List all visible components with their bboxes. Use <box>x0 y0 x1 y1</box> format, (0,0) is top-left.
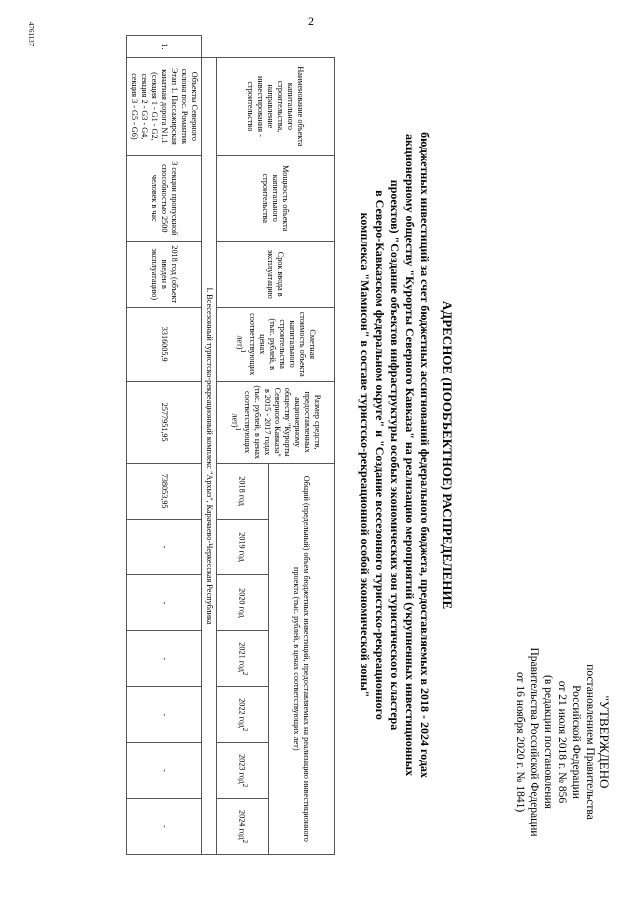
approval-line: от 16 ноября 2020 г. № 1841) <box>514 671 526 813</box>
title-line: в Северо-Кавказском федеральном округе" и "Создание всесезонного туристско-рекреационного <box>373 190 387 720</box>
row-year-2021: - <box>127 631 202 687</box>
row-year-2018: 738053,95 <box>127 463 202 519</box>
header-year <box>217 631 269 687</box>
page-number: 2 <box>308 14 314 28</box>
footnote-mark: 1 <box>238 349 246 353</box>
approval-stamp <box>513 612 611 872</box>
distribution-table <box>126 35 335 855</box>
header-year-text: 2021 год <box>237 642 247 672</box>
footnote-mark: 2 <box>240 839 248 844</box>
approval-line: от 21 июля 2018 г. № 856 <box>556 680 568 804</box>
header-provided-text: Размер средств, предоставленных акционерному обществу "Курорты Северного Кавказа" в 2015 - 2017 годах (тыс. рублей, в ценах соответствующих лет) <box>230 385 322 460</box>
footnote-mark: 2 <box>240 727 248 732</box>
header-year-text: 2020 год <box>237 588 247 618</box>
section-row <box>202 36 217 855</box>
approval-line: Российской Федерации <box>570 685 582 799</box>
header-year-text: 2018 год <box>237 476 247 506</box>
footnote-mark: 1 <box>233 427 241 431</box>
header-capacity: Мощность объекта капитального строительства <box>217 155 335 241</box>
document-code: 4761137 <box>27 22 35 47</box>
header-year <box>217 799 269 855</box>
header-year-text: 2022 год <box>237 698 247 728</box>
header-year-text: 2019 год <box>237 532 247 562</box>
header-provided <box>217 381 335 463</box>
approval-head: "УТВЕРЖДЕНО <box>597 695 612 789</box>
row-estimate: 3316005,9 <box>127 307 202 381</box>
header-year <box>217 687 269 743</box>
row-year-2022: - <box>127 687 202 743</box>
header-year-text: 2024 год <box>237 810 247 840</box>
header-term: Срок ввода в эксплуатацию <box>217 241 335 307</box>
title-line: акционерному обществу "Курорты Северного Кавказа" на реализацию мероприятий (укрупненных инвестиционных <box>403 134 417 776</box>
document-title <box>357 20 455 890</box>
header-year-text: 2023 год <box>237 754 247 784</box>
section-spacer <box>202 36 217 58</box>
section-title: I. Всесезонный туристско-рекреационный комплекс "Архыз", Карачаево-Черкесская Республика <box>202 57 217 854</box>
row-term: 2018 год (объект введен в эксплуатацию) <box>127 241 202 307</box>
row-year-2019: - <box>127 519 202 575</box>
row-year-2023: - <box>127 743 202 799</box>
header-year <box>217 575 269 631</box>
header-year <box>217 519 269 575</box>
header-year <box>217 463 269 519</box>
title-line: бюджетных инвестиций за счет бюджетных ассигнований федерального бюджета, предоставляемых в 2018 - 2024 годах <box>418 132 432 778</box>
footnote-mark: 2 <box>240 783 248 788</box>
approval-line: Правительства Российской Федерации <box>528 647 540 837</box>
approval-line: постановлением Правительства <box>584 664 596 820</box>
row-capacity: 3 секции пропускной способностью 2500 человек в час <box>127 155 202 241</box>
title-line: комплекса "Мамисон" в составе туристско-рекреационной особой экономической зоны" <box>358 212 372 698</box>
title-main: АДРЕСНОЕ (ПООБЪЕКТНОЕ) РАСПРЕДЕЛЕНИЕ <box>440 300 455 610</box>
row-provided: 2577951,95 <box>127 381 202 463</box>
document-sheet <box>15 20 625 890</box>
row-year-2020: - <box>127 575 202 631</box>
header-estimate-text: Сметная стоимость объекта капитального строительства (тыс. рублей, в ценах соответствующих лет) <box>235 311 317 377</box>
footnote-mark: 2 <box>240 671 248 676</box>
row-name: Объекты Северного склона пос. Романтик Этап 1. Пассажирская канатная дорога N1.1 (секция 1 - G1 - G2, секция 2 - G3 - G4, секция 3 - G5 - G6) <box>127 57 202 155</box>
header-year <box>217 743 269 799</box>
header-name: Наименование объекта капитального строительства, направление инвестирования - строительство <box>217 57 335 155</box>
title-line: проектов) "Создание объектов инфраструктуры особых экономических зон туристического кластера <box>388 179 402 731</box>
header-total: Общий (предельный) объем бюджетных инвестиций, предоставляемых на реализацию инвестиционного проекта (тыс. рублей, в ценах соответствующих лет) <box>269 463 335 854</box>
table-row <box>127 36 202 855</box>
approval-line: (в редакции постановления <box>542 675 554 809</box>
row-year-2024: - <box>127 799 202 855</box>
row-number: 1. <box>127 36 202 58</box>
header-estimate <box>217 307 335 381</box>
table-header-spacer <box>217 36 335 58</box>
